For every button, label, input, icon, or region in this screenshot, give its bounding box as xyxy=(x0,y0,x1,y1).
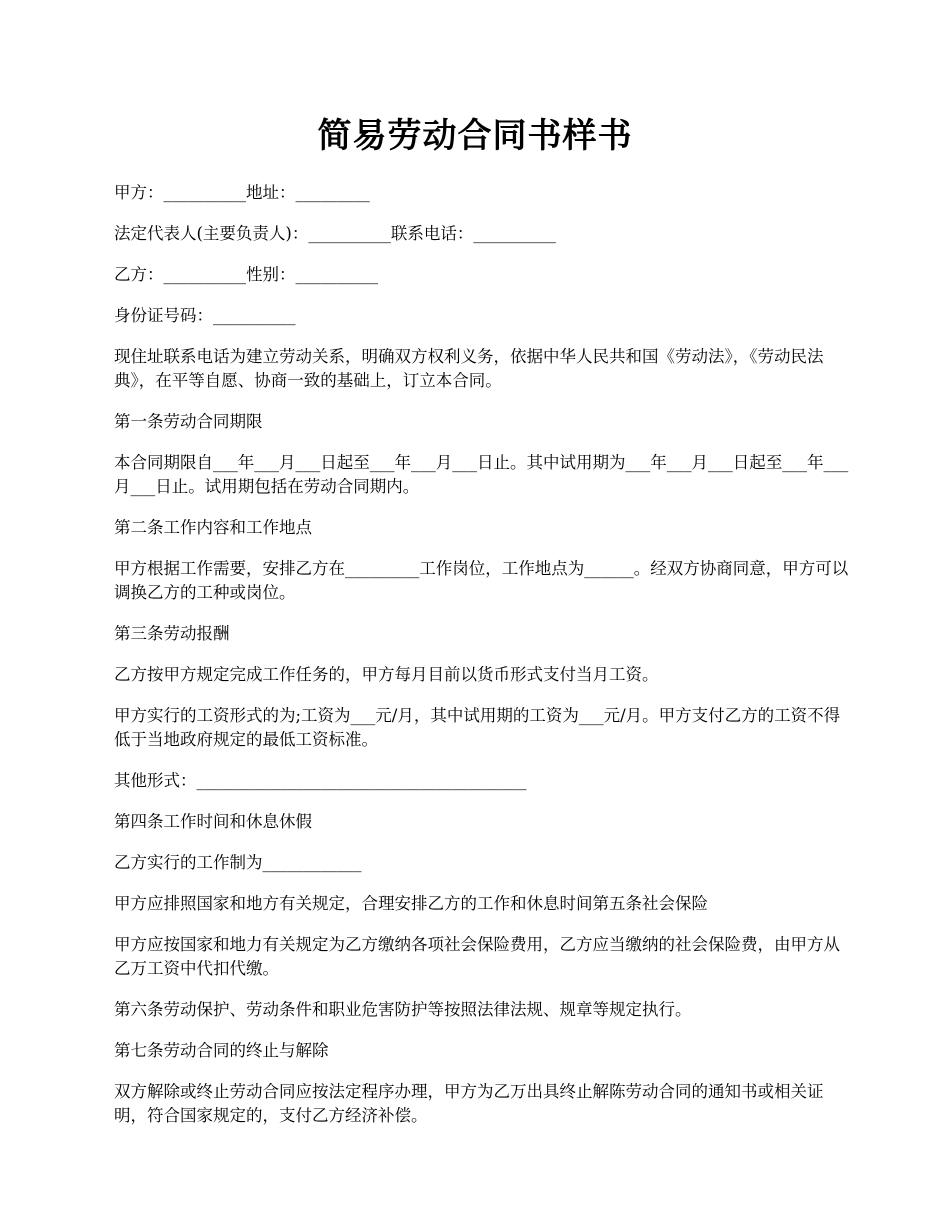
article-3-body-2: 甲方实行的工资形式的为;工资为___元/月，其中试用期的工资为___元/月。甲方支付乙方的工资不得低于当地政府规定的最低工资标准。 xyxy=(114,706,841,749)
party-a-line: 甲方：__________地址：_________ xyxy=(114,183,370,202)
other-forms-line: 其他形式：________________________________________ xyxy=(114,771,527,790)
article-2-body: 甲方根据工作需要，安排乙方在_________工作岗位，工作地点为______。经双方协商同意，甲方可以调换乙方的工种或岗位。 xyxy=(114,559,849,602)
article-7-body: 双方解除或终止劳动合同应按法定程序办理，甲方为乙万出具终止解陈劳动合同的通知书或相关证明，符合国家规定的，支付乙方经济补偿。 xyxy=(114,1082,824,1125)
article-2-heading: 第二条工作内容和工作地点 xyxy=(114,518,312,537)
preamble-paragraph: 现住址联系电话为建立劳动关系，明确双方权利义务，依据中华人民共和国《劳动法》，《劳动民法典》，在平等自愿、协商一致的基础上，订立本合同。 xyxy=(114,347,824,390)
legal-representative-line: 法定代表人(主要负责人)：__________联系电话：__________ xyxy=(114,224,556,243)
party-b-line: 乙方：__________性别：__________ xyxy=(114,265,378,284)
id-number-line: 身份证号码：__________ xyxy=(114,306,296,325)
article-3-heading: 第三条劳动报酬 xyxy=(114,624,230,643)
article-4-heading: 第四条工作时间和休息休假 xyxy=(114,812,312,831)
article-3-body-1: 乙方按甲方规定完成工作任务的，甲方每月目前以货币形式支付当月工资。 xyxy=(114,665,659,684)
article-7-heading: 第七条劳动合同的终止与解除 xyxy=(114,1041,329,1060)
article-4-body-2: 甲方应排照国家和地方有关规定，合理安排乙方的工作和休息时间第五条社会保险 xyxy=(114,894,708,913)
article-5-body: 甲方应按国家和地力有关规定为乙方缴纳各项社会保险费用，乙方应当缴纳的社会保险费，由甲方从乙万工资中代扣代缴。 xyxy=(114,935,840,978)
article-4-body-1: 乙方实行的工作制为____________ xyxy=(114,853,362,872)
article-1-body: 本合同期限自___年___月___日起至___年___月___日止。其中试用期为___年___月___日起至___年___月___日止。试用期包括在劳动合同期内。 xyxy=(114,453,849,496)
article-6-line: 第六条劳动保护、劳动条件和职业危害防护等按照法律法规、规章等规定执行。 xyxy=(114,1000,692,1019)
document-title: 简易劳动合同书样书 xyxy=(317,116,633,156)
article-1-heading: 第一条劳动合同期限 xyxy=(114,412,263,431)
document-body xyxy=(114,181,854,1145)
